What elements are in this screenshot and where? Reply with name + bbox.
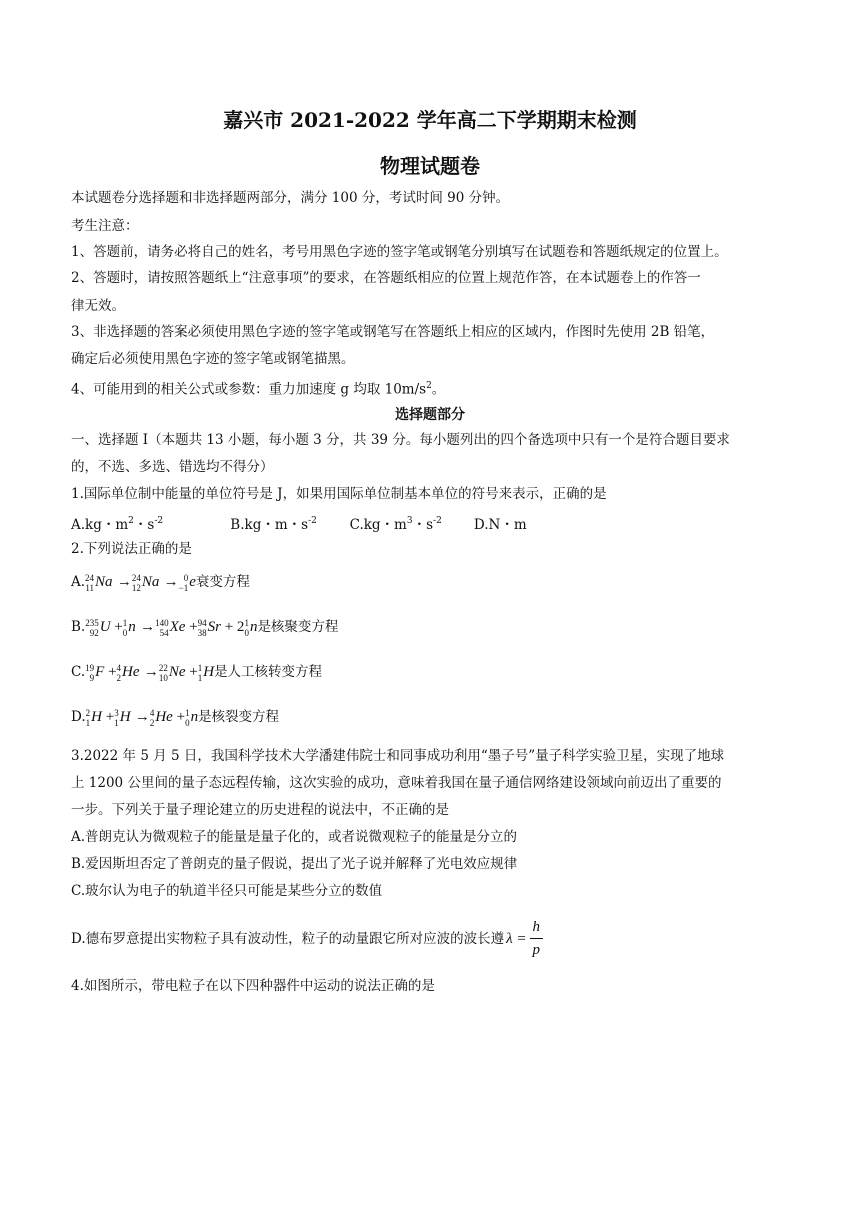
q4-stem: 4.如图所示，带电粒子在以下四种器件中运动的说法正确的是 (71, 978, 435, 994)
note-4-exponent: 2 (426, 381, 432, 391)
q1-option-c: C.kg・$m^3$・$s^{-2}$ (349, 516, 442, 533)
note-1: 1、答题前，请务必将自己的姓名，考号用黑色字迹的签字笔或钢笔分别填写在试题卷和答题纸规定的位置上。 (71, 244, 728, 260)
q3-stem-line-3: 一步。下列关于量子理论建立的历史进程的说法中，不正确的是 (71, 802, 449, 818)
q3-stem-line-1: 3.2022 年 5 月 5 日，我国科学技术大学潘建伟院士和同事成功利用“墨子号”量子科学实验卫星，实现了地球 (71, 748, 725, 764)
exam-title: 嘉兴市 2021-2022 学年高二下学期期末检测 (223, 108, 637, 132)
q1-stem: 1.国际单位制中能量的单位符号是 J，如果用国际单位制基本单位的符号来表示，正确的是 (71, 486, 607, 502)
section-instruction-line-1: 一、选择题 I（本题共 13 小题，每小题 3 分，共 39 分。每小题列出的四个备选项中只有一个是符合题目要求 (71, 432, 730, 448)
q3-formula-fraction (530, 916, 544, 961)
q2-b-equation: 235 92 U + 1 0 n → 140 54 Xe + 94 38 Sr + 2 1 0 n (85, 617, 258, 638)
q3-formula-lhs: λ = (506, 930, 527, 947)
q2-option-a: A. 24 11 Na → 24 12 Na → 0 −1 e衰变方程 (71, 572, 250, 593)
q3-option-b: B.爱因斯坦否定了普朗克的量子假说，提出了光子说并解释了光电效应规律 (71, 856, 518, 872)
q1-option-a: A.kg・$m^2$・$s^{-2}$ (71, 516, 164, 533)
q1-options (71, 511, 527, 535)
section-instruction-line-2: 的，不选、多选、错选均不得分） (71, 459, 274, 475)
section-heading: 选择题部分 (395, 407, 465, 423)
note-3-line-1: 3、非选择题的答案必须使用黑色字迹的签字笔或钢笔写在答题纸上相应的区域内，作图时先使用 2B 铅笔， (71, 324, 715, 340)
q2-c-equation: 19 9 F + 4 2 He → 22 10 Ne + 1 1 H (85, 662, 215, 683)
q3-option-d: D.德布罗意提出实物粒子具有波动性，粒子的动量跟它所对应波的波长遵 λ = $\frac{h}{p}$ (71, 916, 543, 961)
q2-option-b: B. 235 92 U + 1 0 n → 140 54 Xe + 94 38 Sr + 2 1 0 n是核聚变方程 (71, 617, 339, 638)
q2-stem: 2.下列说法正确的是 (71, 541, 192, 557)
intro-summary: 本试题卷分选择题和非选择题两部分，满分 100 分，考试时间 90 分钟。 (71, 190, 510, 206)
q2-option-c: C. 19 9 F + 4 2 He → 22 10 Ne + 1 1 H是人工核转变方程 (71, 662, 323, 683)
note-2-line-1: 2、答题时，请按照答题纸上“注意事项”的要求，在答题纸相应的位置上规范作答，在本试题卷上的作答一 (71, 270, 701, 286)
q1-option-d: D.N・m (473, 516, 527, 533)
q2-a-equation: 24 11 Na → 24 12 Na → 0 −1 e (85, 572, 196, 593)
q1-option-b: B.kg・m・$s^{-2}$ (230, 516, 317, 533)
note-4-text: 4、可能用到的相关公式或参数：重力加速度 g 均取 10m/s (71, 381, 427, 398)
q3-stem-line-2: 上 1200 公里间的量子态远程传输，这次实验的成功，意味着我国在量子通信网络建设领域向前迈出了重要的 (71, 775, 722, 791)
q2-option-d: D. 2 1 H + 3 1 H → 4 2 He + 1 0 n是核裂变方程 (71, 707, 280, 728)
note-4 (71, 376, 445, 400)
note-3-line-2: 确定后必须使用黑色字迹的签字笔或钢笔描黑。 (71, 351, 355, 367)
q3-formula-denominator: p (532, 942, 541, 958)
q3-option-a: A.普朗克认为微观粒子的能量是量子化的，或者说微观粒子的能量是分立的 (71, 829, 518, 845)
q3-option-c: C.玻尔认为电子的轨道半径只可能是某些分立的数值 (71, 883, 383, 899)
notice-heading: 考生注意： (71, 218, 139, 234)
note-2-line-2: 律无效。 (71, 298, 125, 314)
q2-d-equation: 2 1 H + 3 1 H → 4 2 He + 1 0 n (85, 707, 199, 728)
q3-formula-numerator: h (530, 916, 544, 939)
exam-subtitle: 物理试题卷 (380, 154, 480, 178)
note-4-suffix: 。 (431, 381, 446, 398)
